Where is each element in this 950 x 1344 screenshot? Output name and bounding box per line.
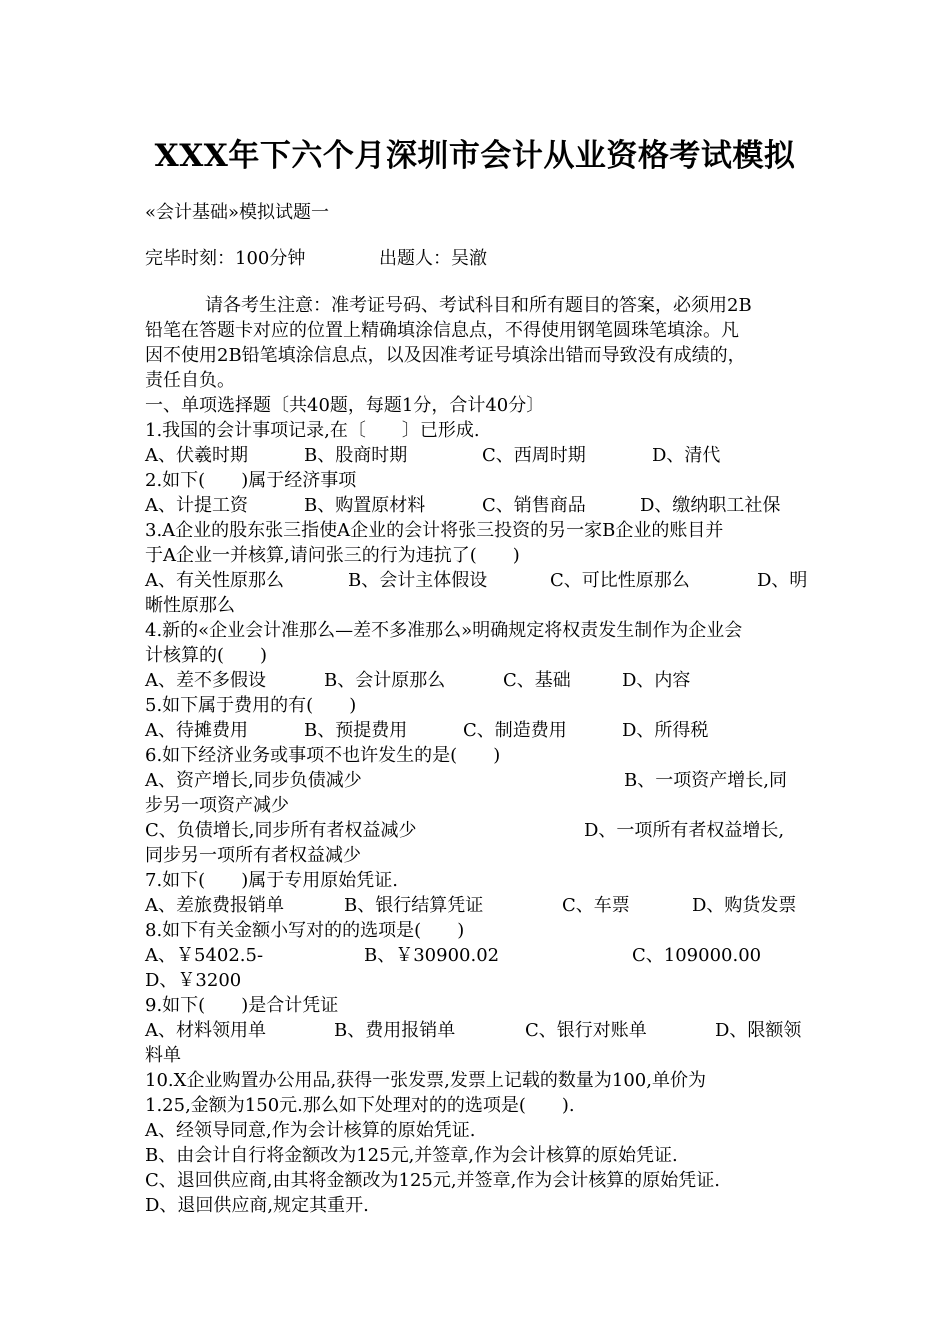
option-d-continued: 晰性原那么 <box>145 595 235 616</box>
question-stem: 2.如下( )属于经济事项 <box>145 470 357 491</box>
option-c: C、负债增长,同步所有者权益减少 <box>145 820 417 841</box>
option-c: C、制造费用 <box>463 720 567 741</box>
option-a: A、差旅费报销单 <box>145 895 284 916</box>
question-stem: 1.25,金额为150元.那么如下处理对的的选项是( ). <box>145 1095 575 1116</box>
option-d-continued: 料单 <box>145 1045 181 1066</box>
question-stem: 5.如下属于费用的有( ) <box>145 695 357 716</box>
option-d: D、一项所有者权益增长, <box>584 820 785 841</box>
question-stem: 3.A企业的股东张三指使A企业的会计将张三投资的另一家B企业的账目并 <box>145 520 724 541</box>
notice-line: 责任自负。 <box>145 370 235 391</box>
option-b-continued: 步另一项资产减少 <box>145 795 289 816</box>
question-stem: 8.如下有关金额小写对的的选项是( ) <box>145 920 465 941</box>
option-b: B、一项资产增长,同 <box>624 770 787 791</box>
option-c: C、车票 <box>562 895 630 916</box>
option-c: C、销售商品 <box>482 495 586 516</box>
option-b: B、购置原材料 <box>304 495 426 516</box>
option-c: C、109000.00 <box>632 945 762 966</box>
exam-subtitle: «会计基础»模拟试题一 <box>145 202 330 223</box>
option-a: A、经领导同意,作为会计核算的原始凭证. <box>145 1120 476 1141</box>
question-stem: 4.新的«企业会计准那么—差不多准那么»明确规定将权责发生制作为企业会 <box>145 620 743 641</box>
document-title: XXX年下六个月深圳市会计从业资格考试模拟 <box>154 138 796 174</box>
option-c: C、可比性原那么 <box>550 570 690 591</box>
option-d: D、缴纳职工社保 <box>640 495 781 516</box>
option-a: A、资产增长,同步负债减少 <box>145 770 362 791</box>
question-stem: 计核算的( ) <box>145 645 268 666</box>
option-c: C、基础 <box>503 670 571 691</box>
notice-line: 请各考生注意：准考证号码、考试科目和所有题目的答案，必须用2B <box>205 295 752 316</box>
option-a: A、待摊费用 <box>145 720 248 741</box>
notice-line: 因不使用2B铅笔填涂信息点，以及因准考证号填涂出错而导致没有成绩的， <box>145 345 746 366</box>
option-a: A、材料领用单 <box>145 1020 266 1041</box>
option-d: D、退回供应商,规定其重开. <box>145 1195 369 1216</box>
section-heading: 一、单项选择题〔共40题，每题1分，合计40分〕 <box>145 395 545 416</box>
option-a: A、有关性原那么 <box>145 570 284 591</box>
option-b: B、￥30900.02 <box>364 945 500 966</box>
notice-line: 铅笔在答题卡对应的位置上精确填涂信息点，不得使用钢笔圆珠笔填涂。凡 <box>145 320 739 341</box>
option-b: B、会计主体假设 <box>348 570 488 591</box>
option-c: C、退回供应商,由其将金额改为125元,并签章,作为会计核算的原始凭证. <box>145 1170 721 1191</box>
time-limit: 完毕时刻：100分钟 <box>145 248 306 269</box>
option-b: B、由会计自行将金额改为125元,并签章,作为会计核算的原始凭证. <box>145 1145 678 1166</box>
option-a: A、计提工资 <box>145 495 248 516</box>
question-stem: 9.如下( )是合计凭证 <box>145 995 339 1016</box>
option-a: A、差不多假设 <box>145 670 266 691</box>
question-stem: 6.如下经济业务或事项不也许发生的是( ) <box>145 745 501 766</box>
option-d: D、所得税 <box>622 720 709 741</box>
option-d: D、￥3200 <box>145 970 242 991</box>
question-stem: 1.我国的会计事项记录,在〔 〕已形成. <box>145 420 480 441</box>
option-d: D、购货发票 <box>692 895 797 916</box>
option-b: B、股商时期 <box>304 445 408 466</box>
option-a: A、￥5402.5- <box>145 945 264 966</box>
option-c: C、银行对账单 <box>525 1020 647 1041</box>
option-b: B、银行结算凭证 <box>344 895 484 916</box>
option-a: A、伏羲时期 <box>145 445 248 466</box>
option-d: D、内容 <box>622 670 691 691</box>
question-stem: 10.X企业购置办公用品,获得一张发票,发票上记载的数量为100,单价为 <box>145 1070 706 1091</box>
option-d: D、清代 <box>652 445 721 466</box>
option-d: D、限额领 <box>715 1020 802 1041</box>
option-d: D、明 <box>757 570 808 591</box>
option-d-continued: 同步另一项所有者权益减少 <box>145 845 361 866</box>
exam-info-line <box>145 246 487 271</box>
question-author: 出题人：吴澈 <box>379 248 487 269</box>
option-b: B、预提费用 <box>304 720 408 741</box>
option-c: C、西周时期 <box>482 445 586 466</box>
question-stem: 于A企业一并核算,请问张三的行为违抗了( ) <box>145 545 520 566</box>
option-b: B、费用报销单 <box>334 1020 456 1041</box>
option-b: B、会计原那么 <box>324 670 446 691</box>
question-stem: 7.如下( )属于专用原始凭证. <box>145 870 398 891</box>
